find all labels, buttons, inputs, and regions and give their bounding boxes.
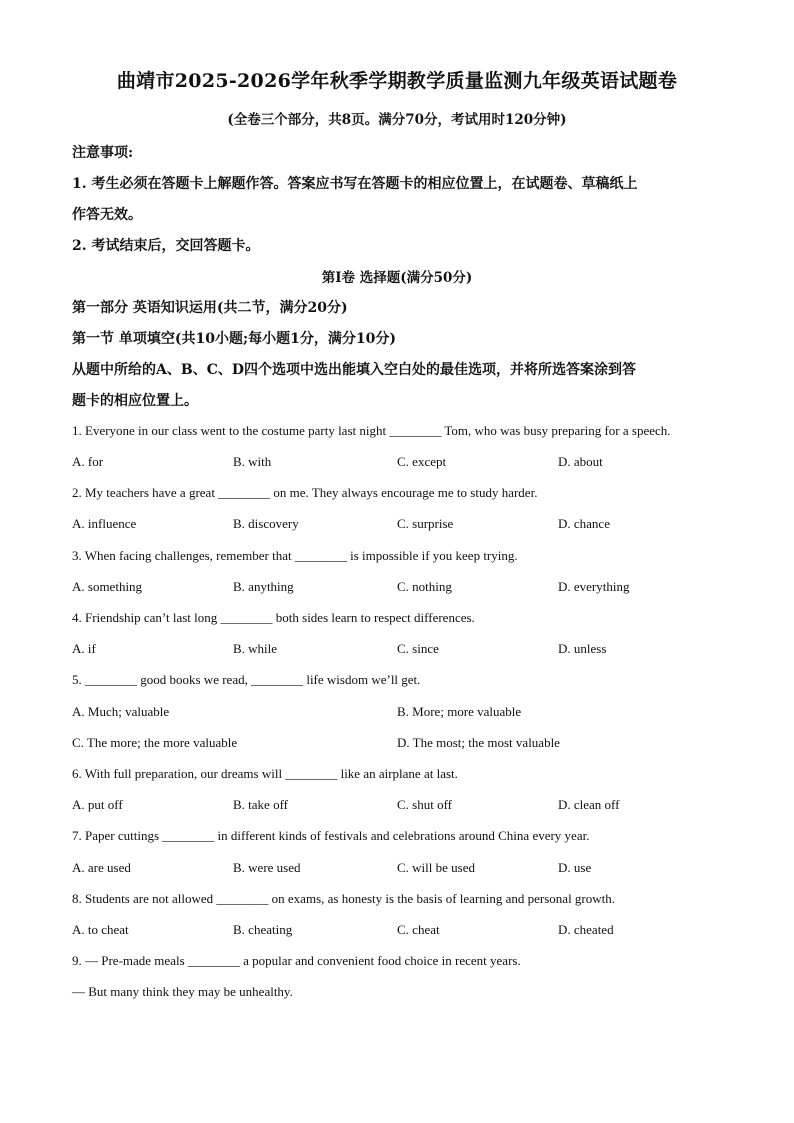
question-stem-2: 2. My teachers have a great ________ on me. They always encourage me to study harder. [72, 485, 538, 500]
option-1a: A. for [72, 454, 104, 469]
option-4a: A. if [72, 641, 96, 656]
option-2c: C. surprise [397, 516, 454, 531]
option-7c: C. will be used [397, 860, 475, 875]
page-title: 曲靖市2025-2026学年秋季学期教学质量监测九年级英语试题卷 [116, 70, 678, 92]
part-heading: 第一部分 英语知识运用(共二节，满分20分) [72, 300, 348, 316]
option-2d: D. chance [558, 516, 610, 531]
option-1b: B. with [233, 454, 272, 469]
option-6b: B. take off [233, 797, 288, 812]
option-3c: C. nothing [397, 579, 452, 594]
option-3d: D. everything [558, 579, 630, 594]
option-7b: B. were used [233, 860, 301, 875]
option-6a: A. put off [72, 797, 123, 812]
notes-item-1-line-1: 1. 考生必须在答题卡上解题作答。答案应书写在答题卡的相应位置上，在试题卷、草稿纸上 [72, 176, 638, 192]
option-3a: A. something [72, 579, 143, 594]
option-8a: A. to cheat [72, 922, 129, 937]
section-heading: 第一节 单项填空(共10小题;每小题1分，满分10分) [72, 331, 396, 347]
question-stem-4: 4. Friendship can’t last long ________ both sides learn to respect differences. [72, 610, 475, 625]
page-subtitle: (全卷三个部分，共8页。满分70分，考试用时120分钟) [227, 112, 567, 128]
question-stem-6: 6. With full preparation, our dreams will ________ like an airplane at last. [72, 766, 458, 781]
question-stem-3: 3. When facing challenges, remember that ________ is impossible if you keep trying. [72, 548, 518, 563]
option-1d: D. about [558, 454, 603, 469]
question-9-reply: — But many think they may be unhealthy. [72, 984, 293, 999]
option-6c: C. shut off [397, 797, 453, 812]
option-8d: D. cheated [558, 922, 614, 937]
option-7d: D. use [558, 860, 592, 875]
option-3b: B. anything [233, 579, 294, 594]
option-4c: C. since [397, 641, 439, 656]
question-stem-5: 5. ________ good books we read, ________ life wisdom we’ll get. [72, 672, 421, 687]
instructions-line-2: 题卡的相应位置上。 [72, 393, 198, 409]
option-7a: A. are used [72, 860, 131, 875]
option-5b: B. More; more valuable [397, 704, 522, 719]
option-2a: A. influence [72, 516, 137, 531]
instructions-line-1: 从题中所给的A、B、C、D四个选项中选出能填入空白处的最佳选项，并将所选答案涂到答 [72, 362, 636, 378]
notes-item-1-line-2: 作答无效。 [72, 207, 142, 223]
option-2b: B. discovery [233, 516, 299, 531]
option-8b: B. cheating [233, 922, 293, 937]
option-8c: C. cheat [397, 922, 440, 937]
question-stem-8: 8. Students are not allowed ________ on exams, as honesty is the basis of learning and personal growth. [72, 891, 616, 906]
question-stem-9: 9. — Pre-made meals ________ a popular and convenient food choice in recent years. [72, 953, 521, 968]
option-5a: A. Much; valuable [72, 704, 170, 719]
volume-heading: 第Ⅰ卷 选择题(满分50分) [321, 270, 473, 286]
notes-heading: 注意事项: [72, 145, 134, 161]
option-1c: C. except [397, 454, 447, 469]
option-4d: D. unless [558, 641, 607, 656]
option-5c: C. The more; the more valuable [72, 735, 238, 750]
option-5d: D. The most; the most valuable [397, 735, 560, 750]
option-4b: B. while [233, 641, 278, 656]
notes-item-2: 2. 考试结束后，交回答题卡。 [72, 238, 260, 254]
question-stem-7: 7. Paper cuttings ________ in different kinds of festivals and celebrations around China every year. [72, 828, 590, 843]
option-6d: D. clean off [558, 797, 620, 812]
question-stem-1: 1. Everyone in our class went to the costume party last night ________ Tom, who was busy preparing for a speech. [72, 423, 671, 438]
